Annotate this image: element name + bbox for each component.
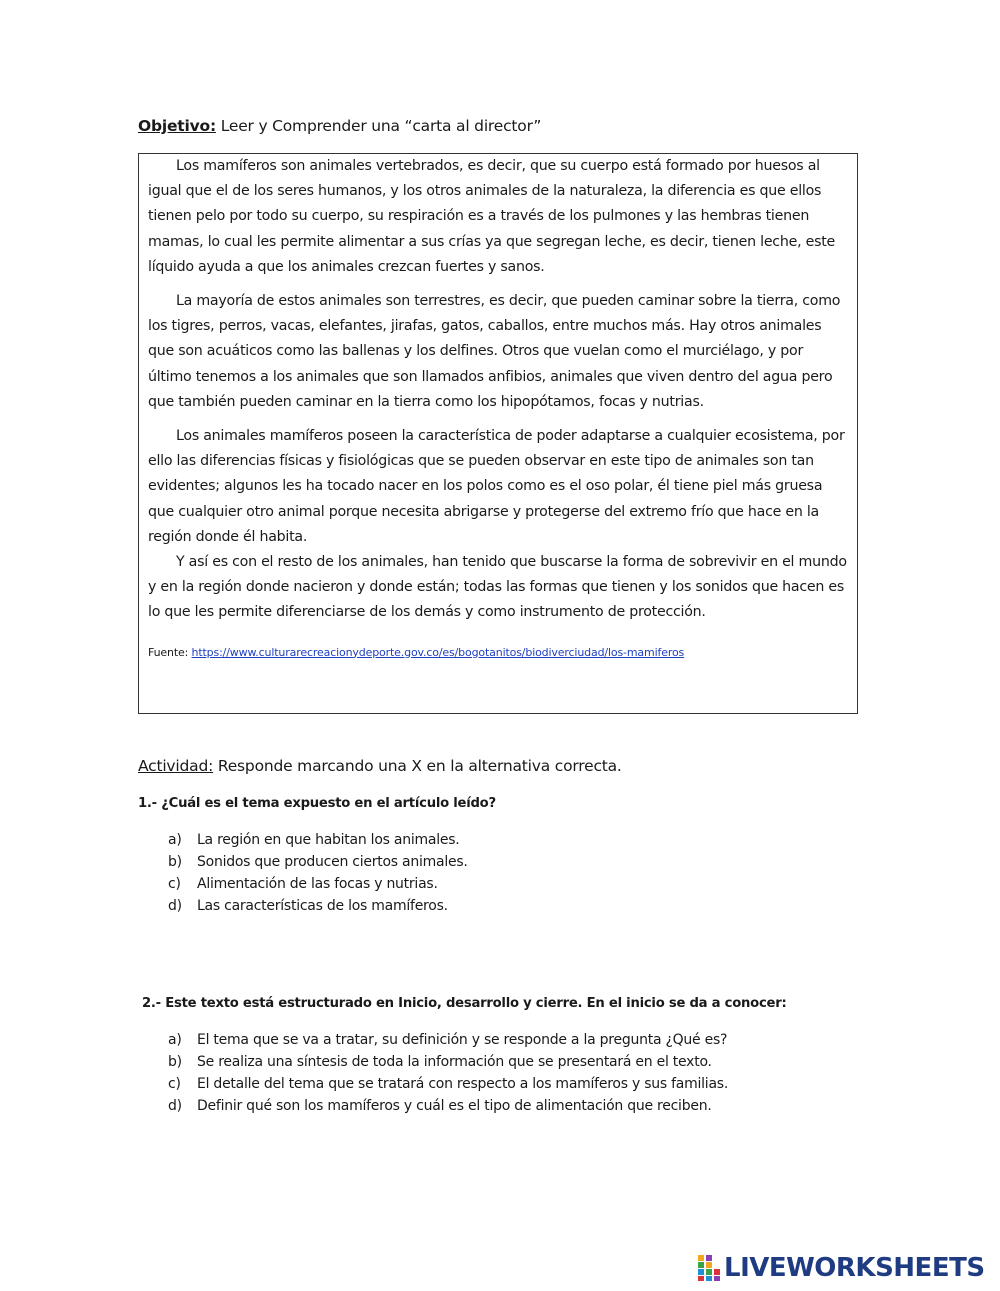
question-1: 1.- ¿Cuál es el tema expuesto en el artículo leído? xyxy=(138,796,496,811)
option-text: El tema que se va a tratar, su definición y se responde a la pregunta ¿Qué es? xyxy=(197,1032,728,1048)
option-1c[interactable] xyxy=(168,873,468,895)
option-letter: d) xyxy=(168,1098,182,1114)
option-text: Definir qué son los mamíferos y cuál es el tipo de alimentación que reciben. xyxy=(197,1098,712,1114)
option-text: El detalle del tema que se tratará con respecto a los mamíferos y sus familias. xyxy=(197,1076,729,1092)
liveworksheets-logo xyxy=(698,1255,985,1281)
option-2a[interactable] xyxy=(168,1029,728,1051)
option-text: Las características de los mamíferos. xyxy=(197,898,448,914)
option-text: Sonidos que producen ciertos animales. xyxy=(197,854,468,870)
question-2-options xyxy=(168,1029,728,1117)
option-letter: c) xyxy=(168,876,181,892)
option-letter: d) xyxy=(168,898,182,914)
activity-text: Responde marcando una X en la alternativa correcta. xyxy=(213,757,622,775)
question-2: 2.- Este texto está estructurado en Inicio, desarrollo y cierre. En el inicio se da a conocer: xyxy=(142,996,787,1011)
option-1b[interactable] xyxy=(168,851,468,873)
activity-instruction xyxy=(138,757,622,775)
objective-label: Objetivo: xyxy=(138,117,216,135)
option-2b[interactable] xyxy=(168,1051,728,1073)
option-text: La región en que habitan los animales. xyxy=(197,832,460,848)
liveworksheets-logo-icon xyxy=(698,1255,720,1281)
option-text: Se realiza una síntesis de toda la información que se presentará en el texto. xyxy=(197,1054,712,1070)
question-1-options xyxy=(168,829,468,917)
option-2d[interactable] xyxy=(168,1095,728,1117)
option-letter: a) xyxy=(168,1032,182,1048)
activity-label: Actividad: xyxy=(138,757,214,775)
liveworksheets-wordmark: LIVEWORKSHEETS xyxy=(724,1253,985,1283)
option-text: Alimentación de las focas y nutrias. xyxy=(197,876,438,892)
option-1d[interactable] xyxy=(168,895,468,917)
article-paragraph-4: Y así es con el resto de los animales, han tenido que buscarse la forma de sobrevivir en el mundo y en la región donde nacieron y donde están; todas las formas que tienen y los sonidos que hacen es lo que les permite diferenciarse de los demás y como instrumento de protección. xyxy=(148,554,847,621)
option-letter: b) xyxy=(168,854,182,870)
option-letter: a) xyxy=(168,832,182,848)
option-letter: c) xyxy=(168,1076,181,1092)
article-paragraph-3: Los animales mamíferos poseen la característica de poder adaptarse a cualquier ecosistema, por ello las diferencias físicas y fisiológicas que se pueden observar en este tipo de animales son tan evidentes; algunos les ha tocado nacer en los polos como es el oso polar, él tiene piel más gruesa que cualquier otro animal porque necesita abrigarse y protegerse del extremo frío que hace en la región donde él habita. xyxy=(148,428,845,545)
option-2c[interactable] xyxy=(168,1073,728,1095)
article-box xyxy=(138,153,858,714)
objective-text: Leer y Comprender una “carta al director” xyxy=(215,117,542,135)
article-paragraph-2: La mayoría de estos animales son terrestres, es decir, que pueden caminar sobre la tierra, como los tigres, perros, vacas, elefantes, jirafas, gatos, caballos, entre muchos más. Hay otros animales que son acuáticos como las ballenas y los delfines. Otros que vuelan como el murciélago, y por último tenemos a los animales que son llamados anfibios, animales que viven dentro del agua pero que también pueden caminar en la tierra como los hipopótamos, focas y nutrias. xyxy=(148,293,841,410)
option-1a[interactable] xyxy=(168,829,468,851)
article-paragraph-1: Los mamíferos son animales vertebrados, es decir, que su cuerpo está formado por huesos al igual que el de los seres humanos, y los otros animales de la naturaleza, la diferencia es que ellos tienen pelo por todo su cuerpo, su respiración es a través de los pulmones y las hembras tienen mamas, lo cual les permite alimentar a sus crías ya que segregan leche, es decir, tienen leche, este líquido ayuda a que los animales crezcan fuertes y sanos. xyxy=(148,158,835,275)
source-label: Fuente: xyxy=(148,645,192,659)
option-letter: b) xyxy=(168,1054,182,1070)
objective-line xyxy=(138,117,541,135)
source-link[interactable]: https://www.culturarecreacionydeporte.gov.co/es/bogotanitos/biodiverciudad/los-mamiferos xyxy=(191,645,685,659)
article-source xyxy=(148,640,849,665)
